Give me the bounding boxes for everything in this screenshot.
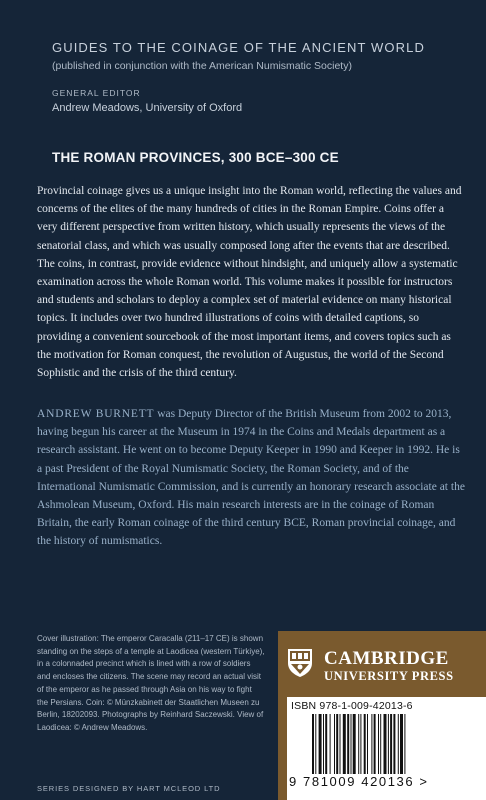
barcode-stripe	[388, 714, 389, 774]
barcode-stripe	[378, 714, 379, 774]
barcode-stripe	[404, 714, 405, 774]
general-editor-name: Andrew Meadows, University of Oxford	[52, 102, 243, 114]
barcode-stripe	[323, 714, 324, 774]
author-name: ANDREW BURNETT	[37, 408, 155, 420]
cambridge-shield-icon	[287, 648, 313, 678]
cover-illustration-credit: Cover illustration: The emperor Caracalla (211–17 CE) is shown standing on the steps of a temple at Laodicea (western Türkiye), in a colonnaded precinct which is lined with a row of soldiers and encloses the citizens. The scene may record an actual visit of the emperor as he passed through Asia on his way to fight the Persians. Coin: © Münzkabinett der Staatlichen Museen zu Berlin, 18202093. Photographs by Reinhard Saczewski. View of Laodicea: © Andrew Meadows.	[37, 634, 265, 732]
author-bio-text: was Deputy Director of the British Museum from 2002 to 2013, having begun his career at the Museum in 1974 in the Coins and Medals department as a research assistant. He went on to become Deputy Keeper in 1990 and Keeper in 1992. He is a past President of the Royal Numismatic Society, the Roman Society, and of the International Numismatic Commission, and is currently an honorary research associate at the Ashmolean Museum, Oxford. His main research interests are in the coinage of Roman Britain, the early Roman coinage of the third century BCE, Roman provincial coinage, and the history of numismatics.	[37, 408, 465, 548]
barcode-stripe	[330, 714, 331, 774]
barcode-stripe	[384, 714, 387, 774]
book-title: THE ROMAN PROVINCES, 300 BCE–300 CE	[52, 150, 339, 165]
barcode-stripe	[325, 714, 327, 774]
barcode-stripe	[400, 714, 403, 774]
book-blurb: Provincial coinage gives us a unique insight into the Roman world, reflecting the values and concerns of the elites of the many hundreds of cities in the Roman Empire. Coins offer a very different perspective from written history, which usually represents the views of the senatorial class, and which was usually composed long after the events that are described. The coins, in contrast, provide evidence without hindsight, and uniquely allow a systematic examination across the whole Roman world. This volume makes it possible for instructors and students and scholars to deploy a complex set of material evidence on many historical topics. It includes over two hundred illustrations of coins with detailed captions, so providing a convenient sourcebook of the most important items, and covers topics such as the motivation for Roman conquest, the revolution of Augustus, the world of the Second Sophistic and the crisis of the third century.	[37, 185, 462, 380]
barcode-stripe	[398, 714, 399, 774]
barcode-stripe	[374, 714, 376, 774]
series-designer: SERIES DESIGNED BY HART MCLEOD LTD	[37, 784, 221, 793]
barcode-stripe	[380, 714, 381, 774]
ean-digits: 9 781009 420136 >	[289, 774, 429, 789]
barcode-bars	[312, 714, 482, 774]
barcode-stripe	[351, 714, 352, 774]
barcode-stripe	[360, 714, 361, 774]
barcode-stripe	[364, 714, 366, 774]
barcode-stripe	[390, 714, 392, 774]
publisher-subname: UNIVERSITY PRESS	[324, 669, 454, 683]
author-bio	[37, 405, 465, 551]
barcode-stripe	[393, 714, 395, 774]
barcode-stripe	[367, 714, 368, 774]
series-title: GUIDES TO THE COINAGE OF THE ANCIENT WORLD	[52, 40, 425, 55]
barcode-stripe	[340, 714, 341, 774]
barcode-stripe	[371, 714, 372, 774]
barcode-stripe	[353, 714, 356, 774]
barcode-stripe	[334, 714, 335, 774]
series-subtitle: (published in conjunction with the American Numismatic Society)	[52, 60, 352, 72]
general-editor-label: GENERAL EDITOR	[52, 88, 141, 98]
barcode-stripe	[312, 714, 314, 774]
barcode-stripe	[336, 714, 338, 774]
publisher-name: CAMBRIDGE	[324, 648, 449, 669]
barcode-stripe	[319, 714, 322, 774]
barcode-stripe	[315, 714, 316, 774]
isbn-text: ISBN 978-1-009-42013-6	[291, 700, 413, 712]
barcode-stripe	[347, 714, 349, 774]
barcode-stripe	[343, 714, 346, 774]
barcode-stripe	[358, 714, 359, 774]
